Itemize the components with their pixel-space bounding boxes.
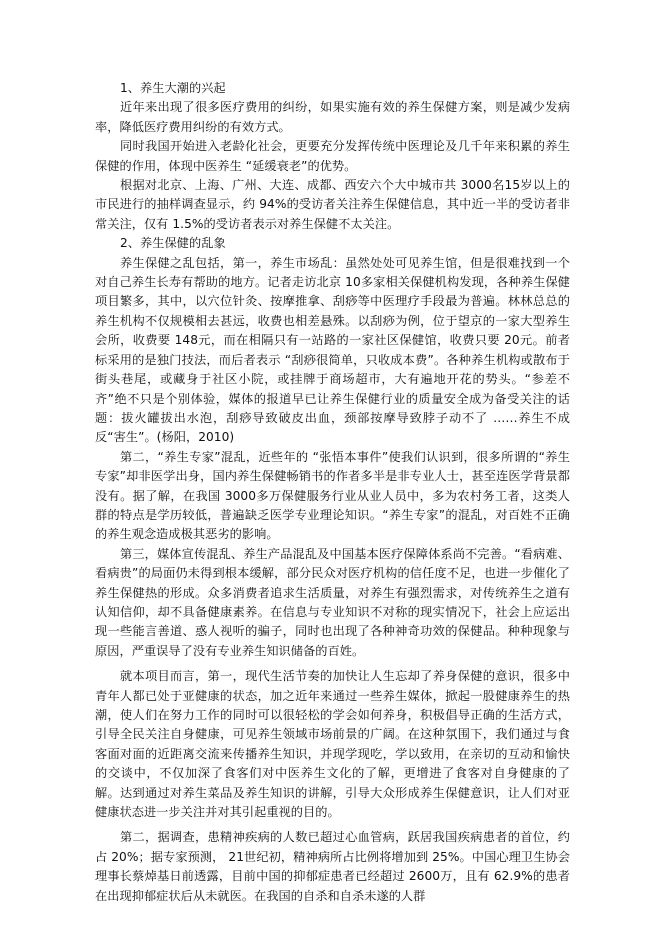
document-body [95, 79, 570, 906]
paragraph-market-chaos: 养生保健之乱包括，第一，养生市场乱：虽然处处可见养生馆，但是很难找到一个对自己养生长寿有帮助的地方。记者走访北京 10多家相关保健机构发现，各种养生保健项目繁多，其中，以穴位针灸、按摩推拿、刮痧等中医理疗手段最为普遍。林林总总的养生机构不仅规模相去甚远，收费也相差悬殊。以刮痧为例，位于望京的一家大型养生会所，收费要 148元，而在相隔只有一站路的一家社区保健馆，收费只要 20元。前者标采用的是独门技法，而后者表示 “刮痧很简单，只收成本费”。各种养生机构或散布于街头巷尾，或藏身于社区小院，或挂牌于商场超市，大有遍地开花的势头。“参差不齐”绝不只是个别体验，媒体的报道早已让养生保健行业的质量安全成为备受关注的话题：拔火罐拔出水泡，刮痧导致破皮出血，颈部按摩导致脖子动不了 ……养生不成反“害生”。(杨阳，2010) [95, 255, 570, 445]
paragraph-medical-disputes: 近年来出现了很多医疗费用的纠纷，如果实施有效的养生保健方案，则是减少发病率，降低医疗费用纠纷的有效方式。 [95, 100, 570, 134]
paragraph-survey: 根据对北京、上海、广州、大连、成都、西安六个大中城市共 3000名15岁以上的市民进行的抽样调查显示，约 94%的受访者关注养生保健信息，其中近一半的受访者非常关注，仅有 1.5%的受访者表示对养生保健不太关注。 [95, 178, 570, 231]
section-heading-rise: 1、养生大潮的兴起 [120, 81, 226, 95]
paragraph-aging-society: 同时我国开始进入老龄化社会，更要充分发挥传统中医理论及几千年来积累的养生保健的作用，体现中医养生 “延缓衰老”的优势。 [95, 139, 570, 173]
paragraph-expert-chaos: 第二，“养生专家”混乱，近些年的 “张悟本事件”使我们认识到，很多所谓的“养生专家”却非医学出身，国内养生保健畅销书的作者多半是非专业人士，甚至连医学背景都没有。据了解，在我国 3000多万保健服务行业从业人员中，多为农村务工者，这类人群的特点是学历较低，普遍缺乏医学专业理论知识。“养生专家”的混乱，对百姓不正确的养生观念造成极其恶劣的影响。 [95, 449, 570, 542]
paragraph-media-chaos: 第三，媒体宣传混乱、养生产品混乱及中国基本医疗保障体系尚不完善。“看病难、看病贵”的局面仍未得到根本缓解，部分民众对医疗机构的信任度不足，也进一步催化了养生保健热的形成。众多消费者追求生活质量，对养生有强烈需求，对传统养生之道有认知信仰，却不具备健康素养。在信息与专业知识不对称的现实情况下，社会上应运出现一些能言善道、惑人视听的骗子，同时也出现了各种神奇功效的保健品。种种现象与原因，严重误导了没有专业养生知识储备的百姓。 [95, 546, 570, 658]
paragraph-project-second: 第二，据调查，患精神疾病的人数已超过心血管病，跃居我国疾病患者的首位，约占 20%；据专家预测， 21世纪初，精神病所占比例将增加到 25%。中国心理卫生协会理事长蔡焯基日前透露，目前中国的抑郁症患者已经超过 2600万，且有 62.9%的患者在出现抑郁症状后从未就医。在我国的自杀和自杀未遂的人群 [95, 830, 570, 903]
section-heading-chaos: 2、养生保健的乱象 [120, 236, 226, 251]
paragraph-project-first: 就本项目而言，第一，现代生活节奏的加快让人生忘却了养身保健的意识，很多中青年人都已处于亚健康的状态，加之近年来通过一些养生媒体，掀起一股健康养生的热潮，使人们在努力工作的同时可以很轻松的学会如何养身，积极倡导正确的生活方式，引导全民关注自身健康，可见养生领域市场前景的广阔。在这种氛围下，我们通过与食客面对面的近距离交流来传播养生知识，并现学现吃，学以致用，在亲切的互动和愉快的交谈中，不仅加深了食客们对中医养生文化的了解，更增进了食客对自身健康的了解。达到通过对养生菜品及养生知识的讲解，引导大众形成养生保健意识，让人们对亚健康状态进一步关注并对其引起重视的目的。 [95, 669, 570, 820]
